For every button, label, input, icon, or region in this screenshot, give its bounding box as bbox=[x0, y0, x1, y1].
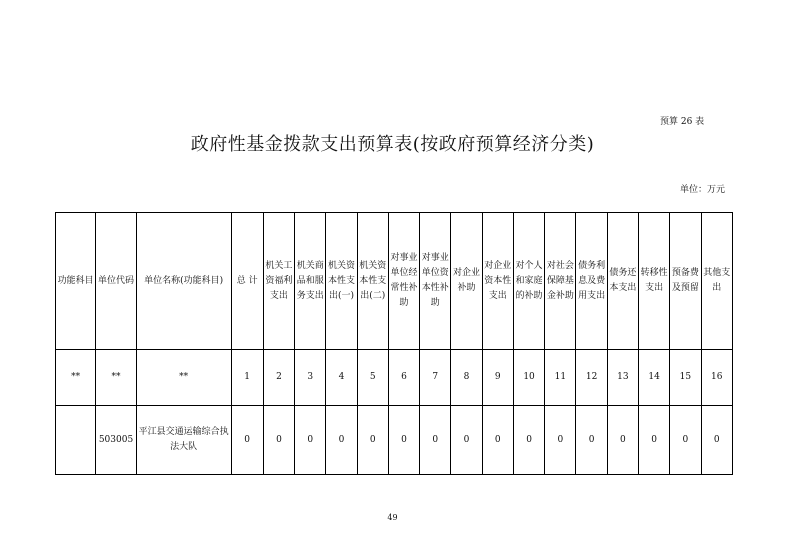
index-cell: 1 bbox=[231, 350, 263, 406]
index-cell: 9 bbox=[482, 350, 513, 406]
index-cell: 7 bbox=[420, 350, 451, 406]
header-cell: 机关资本性支出(二) bbox=[357, 213, 388, 350]
table-cell: 0 bbox=[638, 406, 669, 475]
header-cell: 机关工资福利支出 bbox=[263, 213, 294, 350]
table-cell: 平江县交通运输综合执法大队 bbox=[136, 406, 231, 475]
header-cell: 债务还本支出 bbox=[607, 213, 638, 350]
table-cell: 0 bbox=[357, 406, 388, 475]
header-cell: 单位代码 bbox=[96, 213, 136, 350]
header-cell: 预备费及预留 bbox=[670, 213, 701, 350]
table-cell: 0 bbox=[295, 406, 326, 475]
header-cell: 总 计 bbox=[231, 213, 263, 350]
index-cell: 3 bbox=[295, 350, 326, 406]
table-cell: 0 bbox=[701, 406, 732, 475]
table-cell: 0 bbox=[607, 406, 638, 475]
table-cell: 0 bbox=[670, 406, 701, 475]
unit-label: 单位：万元 bbox=[680, 185, 726, 195]
index-cell: 5 bbox=[357, 350, 388, 406]
index-cell: 13 bbox=[607, 350, 638, 406]
index-cell: 16 bbox=[701, 350, 732, 406]
index-cell: 10 bbox=[513, 350, 544, 406]
header-cell: 功能科目 bbox=[56, 213, 96, 350]
header-cell: 对企业资本性支出 bbox=[482, 213, 513, 350]
index-cell: 15 bbox=[670, 350, 701, 406]
table-cell: 0 bbox=[451, 406, 482, 475]
table-cell: 0 bbox=[388, 406, 419, 475]
table-cell: 0 bbox=[545, 406, 576, 475]
header-cell: 对事业单位经常性补助 bbox=[388, 213, 419, 350]
index-cell: ** bbox=[136, 350, 231, 406]
table-cell: 0 bbox=[326, 406, 357, 475]
budget-table bbox=[55, 212, 733, 475]
table-cell: 503005 bbox=[96, 406, 136, 475]
header-cell: 其他支出 bbox=[701, 213, 732, 350]
page-number: 49 bbox=[387, 513, 398, 522]
table-cell: 0 bbox=[231, 406, 263, 475]
index-cell: 12 bbox=[576, 350, 607, 406]
table-number: 预算 26 表 bbox=[660, 117, 705, 127]
header-cell: 对事业单位资本性补助 bbox=[420, 213, 451, 350]
index-cell: 11 bbox=[545, 350, 576, 406]
header-cell: 单位名称(功能科目) bbox=[136, 213, 231, 350]
index-row bbox=[56, 350, 733, 406]
page-title: 政府性基金拨款支出预算表(按政府预算经济分类) bbox=[190, 134, 595, 155]
header-cell: 对个人和家庭的补助 bbox=[513, 213, 544, 350]
index-cell: ** bbox=[96, 350, 136, 406]
table-row bbox=[56, 406, 733, 475]
header-row bbox=[56, 213, 733, 350]
table-cell: 0 bbox=[513, 406, 544, 475]
header-cell: 机关商品和服务支出 bbox=[295, 213, 326, 350]
header-cell: 转移性支出 bbox=[638, 213, 669, 350]
header-cell: 机关资本性支出(一) bbox=[326, 213, 357, 350]
header-cell: 对社会保障基金补助 bbox=[545, 213, 576, 350]
table-cell: 0 bbox=[576, 406, 607, 475]
table-cell bbox=[56, 406, 96, 475]
header-cell: 对企业补助 bbox=[451, 213, 482, 350]
table-cell: 0 bbox=[482, 406, 513, 475]
index-cell: 4 bbox=[326, 350, 357, 406]
index-cell: 2 bbox=[263, 350, 294, 406]
index-cell: ** bbox=[56, 350, 96, 406]
table-cell: 0 bbox=[263, 406, 294, 475]
table-cell: 0 bbox=[420, 406, 451, 475]
index-cell: 14 bbox=[638, 350, 669, 406]
index-cell: 8 bbox=[451, 350, 482, 406]
index-cell: 6 bbox=[388, 350, 419, 406]
header-cell: 债务利息及费用支出 bbox=[576, 213, 607, 350]
